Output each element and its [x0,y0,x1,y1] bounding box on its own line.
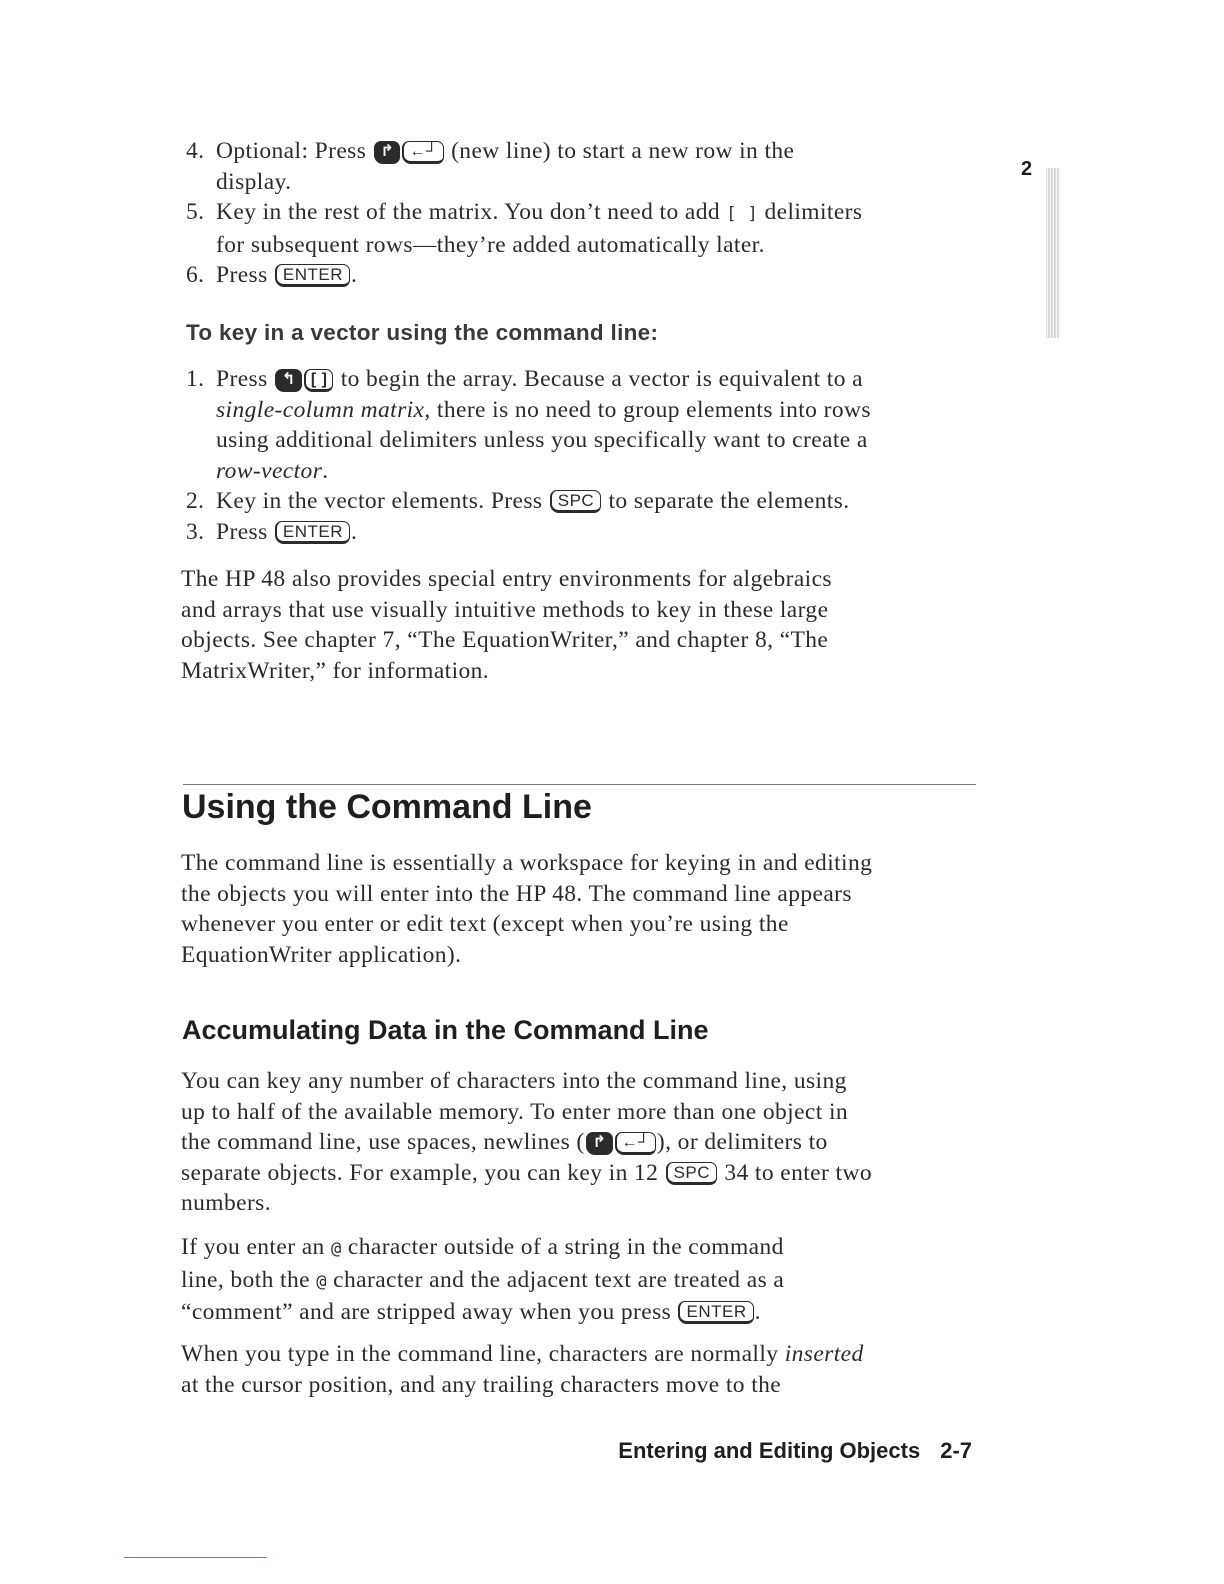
list-item: 5. Key in the rest of the matrix. You don’t need to add [ ] delimiters for subsequent rows—they’re added automatically later. [186,199,863,258]
paragraph-comment: If you enter an @ character outside of a string in the command line, both the @ character and the adjacent text are treated as a “comment” and are stripped away when you press ENTER . [181,1234,785,1325]
page-number: 2-7 [940,1438,972,1463]
footer-title: Entering and Editing Objects [618,1438,921,1463]
enter-key: ENTER [678,1301,753,1324]
subsection-heading: Accumulating Data in the Command Line [182,1015,709,1045]
newline-key: ←┘ [402,141,443,164]
list-item: 6. Press ENTER . [186,262,358,288]
spc-key: SPC [550,490,601,513]
right-shift-key: ↱ [374,141,401,164]
paragraph-command-line: The command line is essentially a workspace for keying in and editing the objects you will enter into the HP 48. The command line appears whenever you enter or edit text (except when you’re using the EquationWriter application). [181,850,873,968]
enter-key: ENTER [275,264,350,287]
subheading-vector: To key in a vector using the command line: [186,320,659,345]
paragraph-accumulating: You can key any number of characters into the command line, using up to half of the available memory. To enter more than one object in the command line, use spaces, newlines ( ↱ ←┘ ), or delimiters to separate objects. For example, you can key in 12 SPC 34 to enter two numbers. [181,1068,872,1216]
list-item: 1. Press ↰ [ ] to begin the array. Because a vector is equivalent to a single-column matrix, there is no need to group elements into rows using additional delimiters unless you specifically want to create a row-vector. [186,366,871,484]
section-divider [183,784,976,785]
steps-list-vector [186,364,986,547]
paragraph-insert-mode: When you type in the command line, characters are normally inserted at the cursor position, and any trailing characters move to the [181,1341,864,1398]
at-symbol: @ [316,1271,327,1292]
chapter-tab-marker [1046,168,1060,338]
right-shift-key: ↱ [586,1132,613,1155]
section-heading: Using the Command Line [182,788,592,826]
newline-key: ←┘ [615,1132,656,1155]
chapter-number: 2 [1021,158,1033,180]
paragraph-hp48-entry: The HP 48 also provides special entry environments for algebraics and arrays that use visually intuitive methods to key in these large objects. See chapter 7, “The EquationWriter,” and chapter 8, “The MatrixWriter,” for information. [181,566,832,684]
list-item: 3. Press ENTER . [186,518,358,545]
page-footer [618,1438,972,1464]
steps-list-matrix [186,136,986,291]
list-item: 4. Optional: Press ↱ ←┘ (new line) to start a new row in the display. [186,138,795,195]
bracket-delimiters-symbol: [ ] [726,204,759,224]
spc-key: SPC [666,1162,717,1185]
enter-key: ENTER [275,521,350,544]
left-shift-key: ↰ [275,369,302,392]
list-item: 2. Key in the vector elements. Press SPC to separate the elements. [186,488,850,514]
bottom-edge-line [124,1557,267,1558]
at-symbol: @ [330,1239,342,1259]
brackets-key: [ ] [304,369,334,392]
